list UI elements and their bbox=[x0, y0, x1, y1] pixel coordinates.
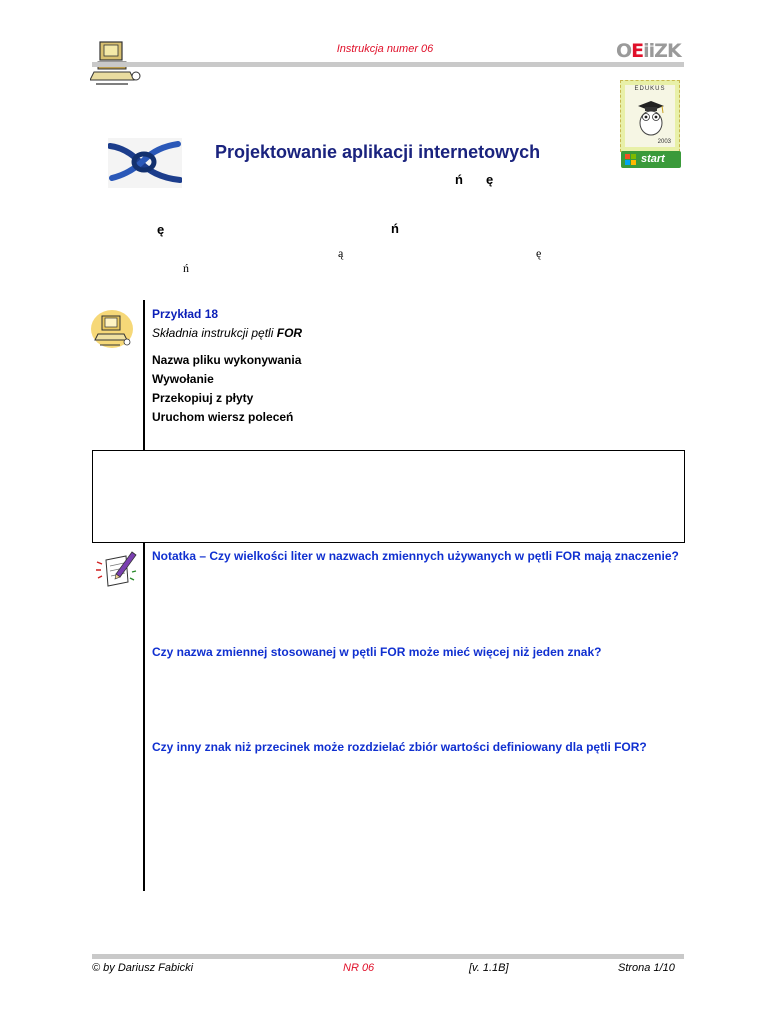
notes-margin-line bbox=[143, 543, 145, 891]
note-question: Czy inny znak niż przecinek może rozdzielać zbiór wartości definiowany dla pętli FOR? bbox=[152, 740, 647, 754]
example-item: Wywołanie bbox=[152, 372, 214, 386]
start-button[interactable] bbox=[621, 151, 681, 168]
stamp-year: 2003 bbox=[657, 139, 671, 145]
example-item: Nazwa pliku wykonywania bbox=[152, 353, 302, 367]
owl-graduate-icon bbox=[635, 97, 667, 137]
knot-rope-icon bbox=[108, 138, 182, 188]
footer-page: Strona 1/10 bbox=[618, 962, 675, 974]
example-computer-icon bbox=[90, 308, 134, 350]
stray-glyph: ń bbox=[455, 172, 463, 187]
windows-flag-icon bbox=[625, 154, 636, 165]
edukus-stamp bbox=[620, 80, 680, 152]
note-question: Notatka – Czy wielkości liter w nazwach zmiennych używanych w pętli FOR mają znaczenie? bbox=[152, 549, 679, 563]
stray-glyph: ą bbox=[338, 246, 344, 260]
oeiizk-logo: OEiiZK bbox=[616, 40, 681, 62]
example-margin-line bbox=[143, 300, 145, 450]
example-title: Przykład 18 bbox=[152, 307, 219, 321]
footer-version: [v. 1.1B] bbox=[469, 962, 509, 974]
footer-nr: NR 06 bbox=[343, 962, 375, 974]
footer-author: © by Dariusz Fabicki bbox=[92, 962, 194, 974]
example-item: Uruchom wiersz poleceń bbox=[152, 410, 294, 424]
stray-glyph: ę bbox=[157, 222, 165, 237]
document-title: Projektowanie aplikacji internetowych bbox=[215, 142, 541, 162]
stray-glyph: ń bbox=[391, 221, 399, 236]
note-pencil-icon bbox=[94, 546, 138, 590]
stray-glyph: ń bbox=[183, 261, 189, 275]
stray-glyph: ę bbox=[486, 172, 494, 187]
header-divider bbox=[92, 62, 684, 67]
start-label: start bbox=[641, 153, 665, 165]
header-title: Instrukcja numer 06 bbox=[336, 43, 434, 55]
answer-box bbox=[92, 450, 685, 543]
note-question: Czy nazwa zmiennej stosowanej w pętli FOR może mieć więcej niż jeden znak? bbox=[152, 645, 602, 659]
example-subtitle: Składnia instrukcji pętli FOR bbox=[152, 326, 303, 340]
stray-glyph: ę bbox=[536, 246, 542, 260]
example-item: Przekopiuj z płyty bbox=[152, 391, 254, 405]
stamp-label: EDUKUS bbox=[634, 86, 666, 92]
footer-divider bbox=[92, 954, 684, 959]
